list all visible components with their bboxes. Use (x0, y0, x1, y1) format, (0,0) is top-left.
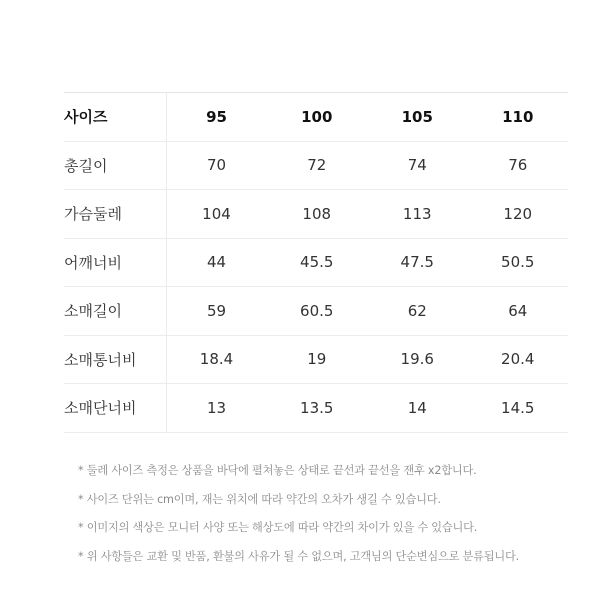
row-label: 총길이 (64, 141, 166, 190)
table-cell: 45.5 (267, 238, 368, 287)
table-cell: 20.4 (468, 335, 569, 384)
table-row (64, 287, 568, 336)
table-cell: 64 (468, 287, 569, 336)
table-cell: 60.5 (267, 287, 368, 336)
table-header-row (64, 93, 568, 142)
header-size-105: 105 (367, 93, 468, 142)
row-label: 소매길이 (64, 287, 166, 336)
table-cell: 19.6 (367, 335, 468, 384)
table-cell: 14.5 (468, 384, 569, 433)
note-return-policy: * 위 사항들은 교환 및 반품, 환불의 사유가 될 수 없으며, 고객님의 단순변심으로 분류됩니다. (78, 550, 519, 564)
note-size-unit: * 사이즈 단위는 cm이며, 재는 위치에 따라 약간의 오차가 생길 수 있습니다. (78, 492, 441, 506)
table-row (64, 190, 568, 239)
table-cell: 76 (468, 141, 569, 190)
table-cell: 62 (367, 287, 468, 336)
header-size-100: 100 (267, 93, 368, 142)
header-size-110: 110 (468, 93, 569, 142)
table-cell: 47.5 (367, 238, 468, 287)
table-cell: 50.5 (468, 238, 569, 287)
table-cell: 120 (468, 190, 569, 239)
table-row (64, 141, 568, 190)
table-cell: 13.5 (267, 384, 368, 433)
table-row (64, 335, 568, 384)
table-cell: 70 (166, 141, 267, 190)
table-row (64, 384, 568, 433)
table-cell: 14 (367, 384, 468, 433)
table-cell: 13 (166, 384, 267, 433)
size-notes-list (78, 461, 588, 576)
header-label-size: 사이즈 (64, 93, 166, 142)
table-cell: 59 (166, 287, 267, 336)
table-cell: 18.4 (166, 335, 267, 384)
table-cell: 74 (367, 141, 468, 190)
note-measurement-method: * 둘레 사이즈 측정은 상품을 바닥에 펼쳐놓은 상태로 끝선과 끝선을 잰후 x2합니다. (78, 464, 477, 477)
table-cell: 108 (267, 190, 368, 239)
table-cell: 72 (267, 141, 368, 190)
table-cell: 104 (166, 190, 267, 239)
row-label: 가슴둘레 (64, 190, 166, 239)
header-size-95: 95 (166, 93, 267, 142)
row-label: 어깨너비 (64, 238, 166, 287)
table-cell: 19 (267, 335, 368, 384)
size-chart-table (64, 92, 568, 433)
note-color-difference: * 이미지의 색상은 모니터 사양 또는 해상도에 따라 약간의 차이가 있을 수 있습니다. (78, 521, 478, 535)
table-cell: 113 (367, 190, 468, 239)
table-row (64, 238, 568, 287)
row-label: 소매단너비 (64, 384, 166, 433)
row-label: 소매통너비 (64, 335, 166, 384)
table-cell: 44 (166, 238, 267, 287)
